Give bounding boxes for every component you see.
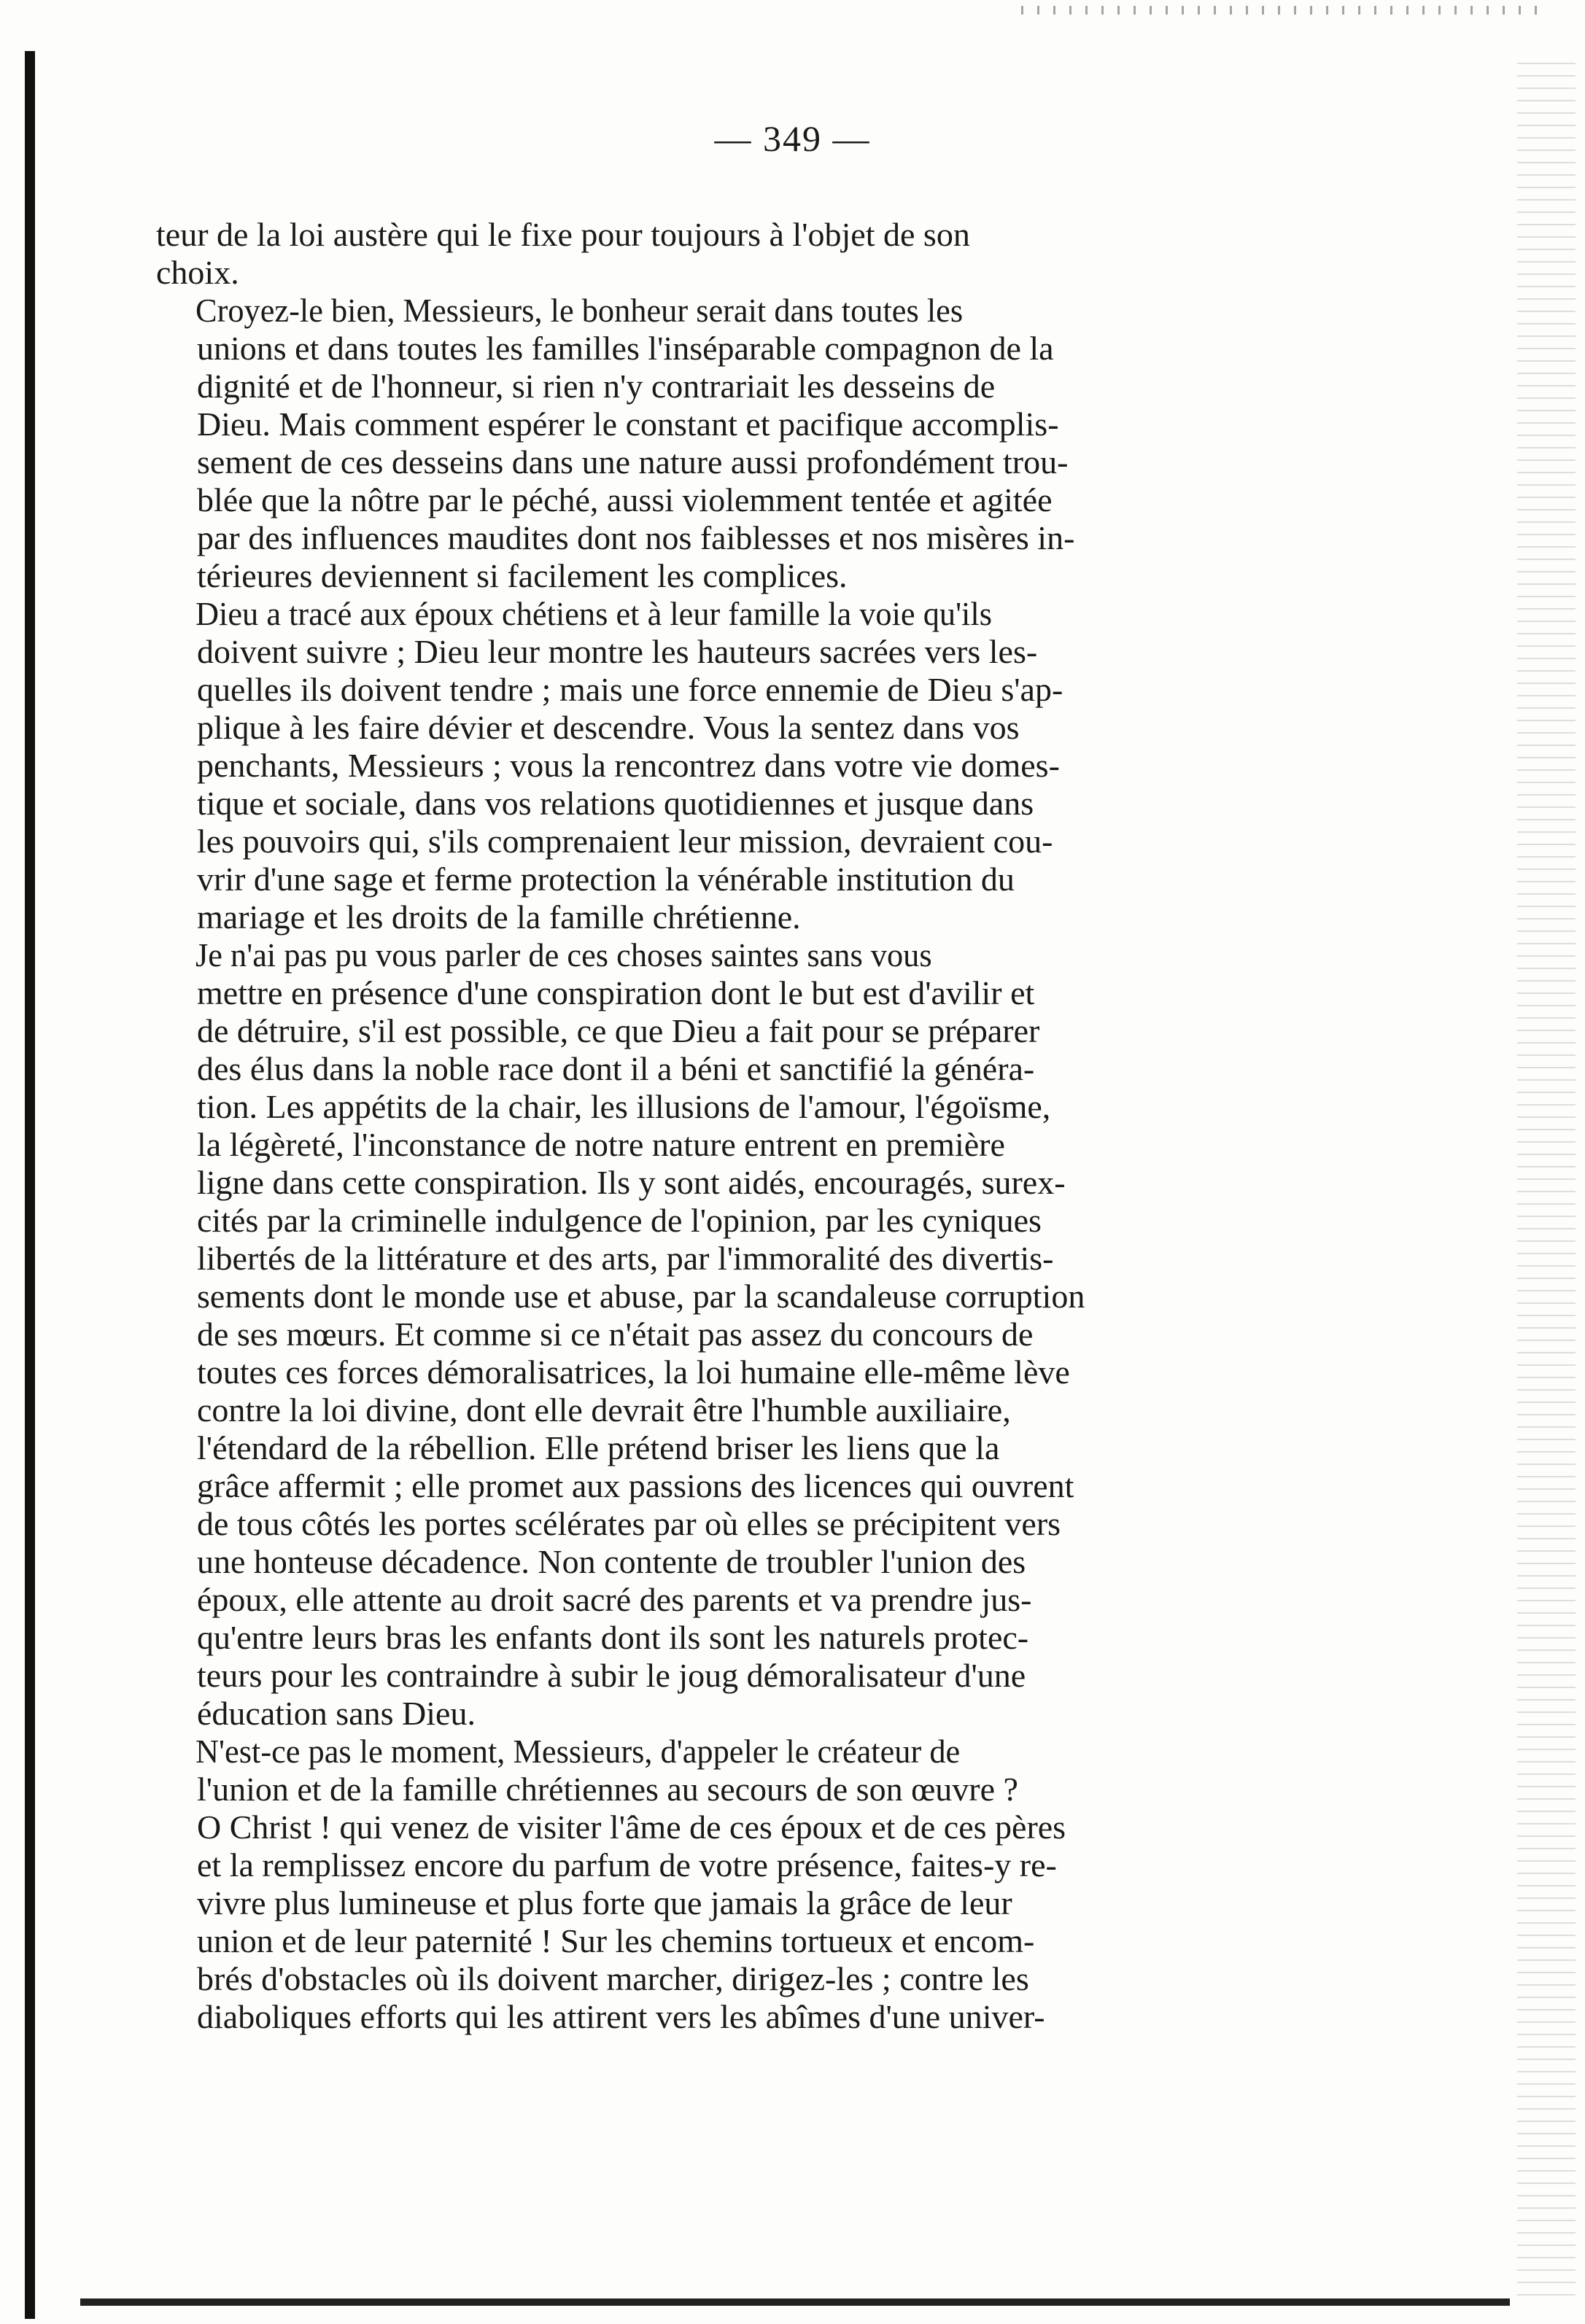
text-line: Je n'ai pas pu vous parler de ces choses saintes sans vous (195, 936, 932, 973)
text-line: dignité et de l'honneur, si rien n'y contrariait les desseins de (197, 368, 996, 405)
text-line: unions et dans toutes les familles l'inséparable compagnon de la (197, 330, 1054, 367)
text-line: sements dont le monde use et abuse, par la scandaleuse corruption (197, 1278, 1085, 1315)
text-line: contre la loi divine, dont elle devrait être l'humble auxiliaire, (197, 1391, 1011, 1429)
text-line: l'union et de la famille chrétiennes au secours de son œuvre ? (197, 1771, 1018, 1808)
text-line: de ses mœurs. Et comme si ce n'était pas assez du concours de (197, 1315, 1034, 1353)
text-line: doivent suivre ; Dieu leur montre les hauteurs sacrées vers les- (197, 633, 1038, 670)
text-line: les pouvoirs qui, s'ils comprenaient leur mission, devraient cou- (197, 823, 1053, 860)
text-line: cités par la criminelle indulgence de l'opinion, par les cyniques (197, 1202, 1042, 1239)
paragraph (156, 595, 1303, 936)
page-number: — 349 — (714, 118, 871, 159)
text-line: vrir d'une sage et ferme protection la vénérable institution du (197, 860, 1015, 898)
text-line: grâce affermit ; elle promet aux passions des licences qui ouvrent (197, 1467, 1074, 1504)
text-line: N'est-ce pas le moment, Messieurs, d'appeler le créateur de (195, 1733, 961, 1770)
text-line: Croyez-le bien, Messieurs, le bonheur serait dans toutes les (195, 292, 964, 329)
text-line: l'étendard de la rébellion. Elle prétend briser les liens que la (197, 1429, 1000, 1466)
text-line: teurs pour les contraindre à subir le joug démoralisateur d'une (197, 1657, 1026, 1694)
text-line: teur de la loi austère qui le fixe pour toujours à l'objet de son (156, 216, 970, 253)
page-right-edge-speckle (1517, 58, 1576, 2304)
text-line: tion. Les appétits de la chair, les illusions de l'amour, l'égoïsme, (197, 1088, 1051, 1125)
text-line: sement de ces desseins dans une nature aussi profondément trou- (197, 443, 1069, 481)
text-line: ligne dans cette conspiration. Ils y sont aidés, encouragés, surex- (197, 1164, 1066, 1201)
paragraph (156, 936, 1303, 1733)
text-line: la légèreté, l'inconstance de notre nature entrent en première (197, 1126, 1005, 1163)
text-line: mettre en présence d'une conspiration dont le but est d'avilir et (197, 974, 1035, 1011)
text-line: Dieu a tracé aux époux chétiens et à leur famille la voie qu'ils (195, 595, 992, 632)
text-line: des élus dans la noble race dont il a béni et sanctifié la généra- (197, 1050, 1035, 1087)
text-line: libertés de la littérature et des arts, par l'immoralité des divertis- (197, 1240, 1054, 1277)
page-bottom-edge-border (80, 2298, 1510, 2306)
text-line: union et de leur paternité ! Sur les chemins tortueux et encom- (197, 1922, 1035, 1959)
text-line: éducation sans Dieu. (197, 1695, 476, 1732)
text-line: penchants, Messieurs ; vous la rencontrez dans votre vie domes- (197, 747, 1060, 784)
text-line: plique à les faire dévier et descendre. Vous la sentez dans vos (197, 709, 1020, 746)
text-line: O Christ ! qui venez de visiter l'âme de ces époux et de ces pères (197, 1808, 1066, 1846)
text-line: époux, elle attente au droit sacré des parents et va prendre jus- (197, 1581, 1032, 1618)
page-left-edge-border (25, 51, 35, 2319)
text-line: mariage et les droits de la famille chrétienne. (197, 898, 801, 936)
text-line: brés d'obstacles où ils doivent marcher, dirigez-les ; contre les (197, 1960, 1029, 1997)
paragraph (156, 1733, 1303, 2036)
text-line: qu'entre leurs bras les enfants dont ils sont les naturels protec- (197, 1619, 1029, 1656)
text-line: et la remplissez encore du parfum de votre présence, faites-y re- (197, 1846, 1057, 1884)
paragraph (156, 292, 1303, 595)
text-line: vivre plus lumineuse et plus forte que jamais la grâce de leur (197, 1884, 1012, 1921)
paragraph (156, 216, 1303, 292)
text-line: blée que la nôtre par le péché, aussi violemment tentée et agitée (197, 481, 1053, 518)
text-line: de détruire, s'il est possible, ce que Dieu a fait pour se préparer (197, 1012, 1040, 1049)
text-line: une honteuse décadence. Non contente de troubler l'union des (197, 1543, 1026, 1580)
text-line: par des influences maudites dont nos faiblesses et nos misères in- (197, 519, 1075, 556)
text-line: tique et sociale, dans vos relations quotidiennes et jusque dans (197, 785, 1034, 822)
scan-edge-marks (1021, 6, 1546, 15)
text-line: toutes ces forces démoralisatrices, la loi humaine elle-même lève (197, 1353, 1070, 1391)
body-text (156, 216, 1303, 2036)
text-line: Dieu. Mais comment espérer le constant et pacifique accomplis- (197, 405, 1059, 443)
text-line: diaboliques efforts qui les attirent vers les abîmes d'une univer- (197, 1998, 1045, 2035)
text-line: térieures deviennent si facilement les complices. (197, 557, 848, 594)
text-line: choix. (156, 254, 239, 291)
text-line: de tous côtés les portes scélérates par où elles se précipitent vers (197, 1505, 1061, 1542)
text-line: quelles ils doivent tendre ; mais une force ennemie de Dieu s'ap- (197, 671, 1063, 708)
